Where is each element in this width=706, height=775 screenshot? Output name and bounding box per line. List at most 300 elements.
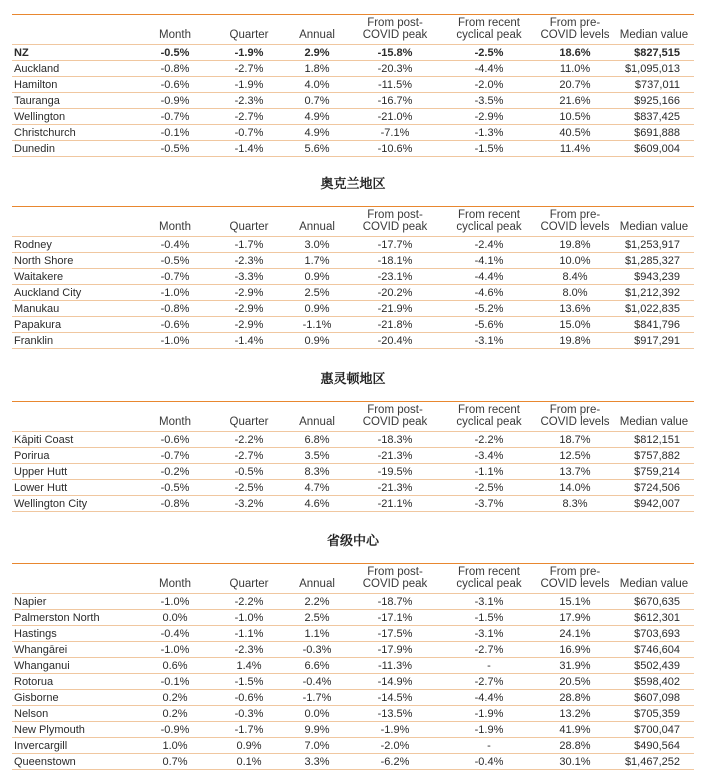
section-title-provincial: 省级中心	[326, 534, 379, 549]
table-row	[12, 109, 694, 125]
change-cell: -2.2%	[442, 432, 536, 448]
change-cell: -1.4%	[212, 141, 286, 157]
row-label: Christchurch	[12, 125, 138, 141]
change-cell: -1.7%	[212, 722, 286, 738]
table-row	[12, 333, 694, 349]
table-row	[12, 237, 694, 253]
change-cell: 10.5%	[536, 109, 614, 125]
change-cell: -1.9%	[212, 77, 286, 93]
table-row	[12, 658, 694, 674]
column-header	[12, 402, 138, 432]
change-cell: -1.9%	[442, 706, 536, 722]
change-cell: -17.7%	[348, 237, 442, 253]
change-cell: 9.9%	[286, 722, 348, 738]
change-cell: 8.3%	[536, 496, 614, 512]
change-cell: 1.4%	[212, 658, 286, 674]
change-cell: -2.7%	[212, 109, 286, 125]
change-cell: 17.9%	[536, 610, 614, 626]
change-cell: -1.0%	[212, 610, 286, 626]
change-cell: 1.1%	[286, 626, 348, 642]
change-cell: -2.7%	[442, 642, 536, 658]
change-cell: 19.8%	[536, 333, 614, 349]
column-header: Quarter	[229, 29, 269, 41]
data-table	[12, 206, 694, 349]
change-cell: -17.9%	[348, 642, 442, 658]
table-row	[12, 738, 694, 754]
median-value-cell: $1,095,013	[614, 61, 694, 77]
change-cell: -0.5%	[138, 253, 212, 269]
change-cell: 3.0%	[286, 237, 348, 253]
row-label: Whanganui	[12, 658, 138, 674]
table-row	[12, 722, 694, 738]
change-cell: -2.0%	[442, 77, 536, 93]
change-cell: 0.6%	[138, 658, 212, 674]
change-cell: -5.2%	[442, 301, 536, 317]
median-value-cell: $490,564	[614, 738, 694, 754]
change-cell: -0.6%	[212, 690, 286, 706]
change-cell: 20.7%	[536, 77, 614, 93]
row-label: Whangārei	[12, 642, 138, 658]
change-cell: 1.8%	[286, 61, 348, 77]
column-header: Annual	[299, 29, 335, 41]
change-cell: -2.9%	[442, 109, 536, 125]
change-cell: 1.7%	[286, 253, 348, 269]
change-cell: -21.0%	[348, 109, 442, 125]
row-label: Palmerston North	[12, 610, 138, 626]
change-cell: 0.9%	[286, 333, 348, 349]
data-table	[12, 401, 694, 512]
median-value-cell: $737,011	[614, 77, 694, 93]
change-cell: -2.7%	[442, 674, 536, 690]
change-cell: -0.6%	[138, 432, 212, 448]
change-cell: -11.5%	[348, 77, 442, 93]
section-title-wellington: 惠灵顿地区	[320, 372, 386, 387]
change-cell: 13.7%	[536, 464, 614, 480]
change-cell: -18.3%	[348, 432, 442, 448]
change-cell: -2.2%	[212, 432, 286, 448]
row-label: Auckland City	[12, 285, 138, 301]
column-header	[12, 207, 138, 237]
change-cell: -0.5%	[138, 45, 212, 61]
row-label: Waitakere	[12, 269, 138, 285]
change-cell: -4.1%	[442, 253, 536, 269]
change-cell: 11.0%	[536, 61, 614, 77]
row-label: Rotorua	[12, 674, 138, 690]
header-row	[12, 15, 694, 45]
change-cell: -0.7%	[138, 448, 212, 464]
change-cell: 4.7%	[286, 480, 348, 496]
change-cell: 28.8%	[536, 690, 614, 706]
change-cell: 2.9%	[286, 45, 348, 61]
column-header: Month	[159, 221, 191, 233]
row-label: Upper Hutt	[12, 464, 138, 480]
table-row	[12, 754, 694, 770]
change-cell: 20.5%	[536, 674, 614, 690]
change-cell: 4.9%	[286, 109, 348, 125]
change-cell: -2.3%	[212, 93, 286, 109]
change-cell: -0.4%	[286, 674, 348, 690]
table-row	[12, 61, 694, 77]
change-cell: 0.1%	[212, 754, 286, 770]
change-cell: -	[442, 658, 536, 674]
change-cell: -4.4%	[442, 61, 536, 77]
table-row	[12, 141, 694, 157]
column-header: Quarter	[229, 578, 269, 590]
change-cell: -	[442, 738, 536, 754]
change-cell: -0.4%	[138, 237, 212, 253]
column-header: From post- COVID peak	[362, 566, 428, 590]
change-cell: 2.2%	[286, 594, 348, 610]
change-cell: -1.0%	[138, 285, 212, 301]
change-cell: 0.7%	[138, 754, 212, 770]
change-cell: 11.4%	[536, 141, 614, 157]
column-header: Annual	[299, 221, 335, 233]
change-cell: -1.1%	[212, 626, 286, 642]
row-label: Porirua	[12, 448, 138, 464]
row-label: Wellington	[12, 109, 138, 125]
change-cell: -1.5%	[442, 610, 536, 626]
change-cell: -19.5%	[348, 464, 442, 480]
median-value-cell: $502,439	[614, 658, 694, 674]
change-cell: -1.3%	[442, 125, 536, 141]
change-cell: 15.1%	[536, 594, 614, 610]
column-header: Annual	[299, 416, 335, 428]
change-cell: 16.9%	[536, 642, 614, 658]
column-header: Median value	[619, 578, 689, 590]
change-cell: 0.9%	[286, 269, 348, 285]
median-value-cell: $700,047	[614, 722, 694, 738]
table-row	[12, 674, 694, 690]
column-header: From recent cyclical peak	[456, 404, 522, 428]
change-cell: -2.5%	[212, 480, 286, 496]
change-cell: -2.5%	[442, 480, 536, 496]
column-header: From recent cyclical peak	[456, 17, 522, 41]
change-cell: 4.6%	[286, 496, 348, 512]
row-label: Auckland	[12, 61, 138, 77]
row-label: Lower Hutt	[12, 480, 138, 496]
median-value-cell: $746,604	[614, 642, 694, 658]
column-header: From pre- COVID levels	[540, 17, 610, 41]
column-header: Median value	[619, 29, 689, 41]
median-value-cell: $1,212,392	[614, 285, 694, 301]
column-header: Quarter	[229, 221, 269, 233]
table-row	[12, 125, 694, 141]
change-cell: 31.9%	[536, 658, 614, 674]
median-value-cell: $703,693	[614, 626, 694, 642]
row-label: Rodney	[12, 237, 138, 253]
change-cell: 6.6%	[286, 658, 348, 674]
change-cell: -20.4%	[348, 333, 442, 349]
column-header: Annual	[299, 578, 335, 590]
change-cell: -0.3%	[212, 706, 286, 722]
change-cell: -0.5%	[138, 480, 212, 496]
table-auckland	[12, 206, 694, 349]
column-header: From pre- COVID levels	[540, 404, 610, 428]
change-cell: -1.1%	[286, 317, 348, 333]
change-cell: -11.3%	[348, 658, 442, 674]
change-cell: 13.2%	[536, 706, 614, 722]
change-cell: 6.8%	[286, 432, 348, 448]
row-label: North Shore	[12, 253, 138, 269]
median-value-cell: $1,022,835	[614, 301, 694, 317]
table-row	[12, 706, 694, 722]
median-value-cell: $917,291	[614, 333, 694, 349]
column-header: From pre- COVID levels	[540, 566, 610, 590]
median-value-cell: $609,004	[614, 141, 694, 157]
table-row	[12, 642, 694, 658]
row-label: Wellington City	[12, 496, 138, 512]
table-row	[12, 690, 694, 706]
table-row	[12, 93, 694, 109]
change-cell: -6.2%	[348, 754, 442, 770]
row-label: Tauranga	[12, 93, 138, 109]
change-cell: -14.5%	[348, 690, 442, 706]
change-cell: -1.0%	[138, 333, 212, 349]
change-cell: 40.5%	[536, 125, 614, 141]
table-row	[12, 317, 694, 333]
change-cell: 18.6%	[536, 45, 614, 61]
table-row	[12, 285, 694, 301]
change-cell: -20.2%	[348, 285, 442, 301]
change-cell: -3.1%	[442, 594, 536, 610]
median-value-cell: $607,098	[614, 690, 694, 706]
row-label: Invercargill	[12, 738, 138, 754]
change-cell: 30.1%	[536, 754, 614, 770]
change-cell: -4.4%	[442, 690, 536, 706]
change-cell: -2.3%	[212, 642, 286, 658]
change-cell: 15.0%	[536, 317, 614, 333]
change-cell: -16.7%	[348, 93, 442, 109]
change-cell: -7.1%	[348, 125, 442, 141]
change-cell: -10.6%	[348, 141, 442, 157]
median-value-cell: $943,239	[614, 269, 694, 285]
change-cell: -0.5%	[138, 141, 212, 157]
section-title-auckland: 奥克兰地区	[320, 177, 386, 192]
header-row	[12, 207, 694, 237]
column-header	[12, 15, 138, 45]
change-cell: -2.3%	[212, 253, 286, 269]
change-cell: -0.4%	[442, 754, 536, 770]
change-cell: 0.0%	[138, 610, 212, 626]
median-value-cell: $691,888	[614, 125, 694, 141]
median-value-cell: $612,301	[614, 610, 694, 626]
column-header: Month	[159, 416, 191, 428]
table-row	[12, 269, 694, 285]
row-label: Nelson	[12, 706, 138, 722]
change-cell: -3.4%	[442, 448, 536, 464]
table-row	[12, 77, 694, 93]
row-label: Hamilton	[12, 77, 138, 93]
change-cell: 28.8%	[536, 738, 614, 754]
change-cell: -1.5%	[442, 141, 536, 157]
change-cell: 5.6%	[286, 141, 348, 157]
change-cell: -0.4%	[138, 626, 212, 642]
median-value-cell: $757,882	[614, 448, 694, 464]
change-cell: -2.2%	[212, 594, 286, 610]
row-label: Gisborne	[12, 690, 138, 706]
change-cell: -15.8%	[348, 45, 442, 61]
change-cell: -0.7%	[212, 125, 286, 141]
change-cell: -17.1%	[348, 610, 442, 626]
change-cell: -0.9%	[138, 722, 212, 738]
change-cell: -2.9%	[212, 317, 286, 333]
median-value-cell: $942,007	[614, 496, 694, 512]
change-cell: -2.4%	[442, 237, 536, 253]
median-value-cell: $724,506	[614, 480, 694, 496]
change-cell: -3.2%	[212, 496, 286, 512]
change-cell: -2.9%	[212, 285, 286, 301]
change-cell: -0.6%	[138, 317, 212, 333]
change-cell: -0.8%	[138, 61, 212, 77]
change-cell: -18.1%	[348, 253, 442, 269]
table-row	[12, 610, 694, 626]
change-cell: -21.3%	[348, 480, 442, 496]
change-cell: -0.3%	[286, 642, 348, 658]
change-cell: -2.0%	[348, 738, 442, 754]
table-row	[12, 480, 694, 496]
change-cell: -5.6%	[442, 317, 536, 333]
row-label: Papakura	[12, 317, 138, 333]
column-header: Month	[159, 578, 191, 590]
median-value-cell: $1,285,327	[614, 253, 694, 269]
change-cell: 18.7%	[536, 432, 614, 448]
header-row	[12, 564, 694, 594]
change-cell: 24.1%	[536, 626, 614, 642]
change-cell: -2.7%	[212, 61, 286, 77]
table-row	[12, 45, 694, 61]
change-cell: 0.2%	[138, 706, 212, 722]
row-label: Dunedin	[12, 141, 138, 157]
change-cell: -3.5%	[442, 93, 536, 109]
table-row	[12, 464, 694, 480]
change-cell: -23.1%	[348, 269, 442, 285]
change-cell: -21.3%	[348, 448, 442, 464]
change-cell: 7.0%	[286, 738, 348, 754]
change-cell: -0.6%	[138, 77, 212, 93]
change-cell: -2.7%	[212, 448, 286, 464]
change-cell: 0.2%	[138, 690, 212, 706]
change-cell: 0.9%	[286, 301, 348, 317]
change-cell: 19.8%	[536, 237, 614, 253]
change-cell: -1.5%	[212, 674, 286, 690]
change-cell: 8.4%	[536, 269, 614, 285]
change-cell: -0.7%	[138, 269, 212, 285]
change-cell: -1.7%	[212, 237, 286, 253]
change-cell: -0.1%	[138, 125, 212, 141]
change-cell: -1.7%	[286, 690, 348, 706]
change-cell: -21.1%	[348, 496, 442, 512]
change-cell: -1.9%	[442, 722, 536, 738]
row-label: Kāpiti Coast	[12, 432, 138, 448]
change-cell: -4.4%	[442, 269, 536, 285]
change-cell: -2.5%	[442, 45, 536, 61]
median-value-cell: $841,796	[614, 317, 694, 333]
column-header: From post- COVID peak	[362, 404, 428, 428]
change-cell: 10.0%	[536, 253, 614, 269]
change-cell: 3.3%	[286, 754, 348, 770]
change-cell: -0.2%	[138, 464, 212, 480]
change-cell: -13.5%	[348, 706, 442, 722]
change-cell: -17.5%	[348, 626, 442, 642]
column-header: Quarter	[229, 416, 269, 428]
change-cell: -1.0%	[138, 642, 212, 658]
change-cell: -0.1%	[138, 674, 212, 690]
change-cell: 12.5%	[536, 448, 614, 464]
change-cell: 2.5%	[286, 285, 348, 301]
change-cell: 8.3%	[286, 464, 348, 480]
table-row	[12, 496, 694, 512]
column-header	[12, 564, 138, 594]
median-value-cell: $759,214	[614, 464, 694, 480]
change-cell: -3.1%	[442, 626, 536, 642]
median-value-cell: $837,425	[614, 109, 694, 125]
change-cell: 0.9%	[212, 738, 286, 754]
median-value-cell: $598,402	[614, 674, 694, 690]
table-provincial	[12, 563, 694, 770]
median-value-cell: $705,359	[614, 706, 694, 722]
column-header: From recent cyclical peak	[456, 209, 522, 233]
change-cell: -0.9%	[138, 93, 212, 109]
change-cell: -1.1%	[442, 464, 536, 480]
table-row	[12, 301, 694, 317]
change-cell: 14.0%	[536, 480, 614, 496]
change-cell: 3.5%	[286, 448, 348, 464]
change-cell: 21.6%	[536, 93, 614, 109]
change-cell: -3.1%	[442, 333, 536, 349]
table-row	[12, 594, 694, 610]
column-header: From post- COVID peak	[362, 209, 428, 233]
column-header: Month	[159, 29, 191, 41]
table-row	[12, 448, 694, 464]
column-header: From pre- COVID levels	[540, 209, 610, 233]
row-label: Manukau	[12, 301, 138, 317]
change-cell: -2.9%	[212, 301, 286, 317]
change-cell: -3.3%	[212, 269, 286, 285]
row-label: New Plymouth	[12, 722, 138, 738]
change-cell: 4.9%	[286, 125, 348, 141]
change-cell: 0.0%	[286, 706, 348, 722]
change-cell: -1.0%	[138, 594, 212, 610]
table-wellington	[12, 401, 694, 512]
change-cell: -1.4%	[212, 333, 286, 349]
change-cell: -3.7%	[442, 496, 536, 512]
change-cell: -1.9%	[348, 722, 442, 738]
change-cell: -14.9%	[348, 674, 442, 690]
change-cell: -0.7%	[138, 109, 212, 125]
change-cell: 1.0%	[138, 738, 212, 754]
change-cell: -4.6%	[442, 285, 536, 301]
change-cell: -0.8%	[138, 301, 212, 317]
change-cell: -1.9%	[212, 45, 286, 61]
column-header: Median value	[619, 221, 689, 233]
header-row	[12, 402, 694, 432]
change-cell: 0.7%	[286, 93, 348, 109]
change-cell: 13.6%	[536, 301, 614, 317]
change-cell: -20.3%	[348, 61, 442, 77]
column-header: Median value	[619, 416, 689, 428]
change-cell: -0.5%	[212, 464, 286, 480]
table-row	[12, 626, 694, 642]
data-table	[12, 14, 694, 157]
change-cell: 4.0%	[286, 77, 348, 93]
row-label: Queenstown	[12, 754, 138, 770]
change-cell: -21.8%	[348, 317, 442, 333]
column-header: From post- COVID peak	[362, 17, 428, 41]
change-cell: 41.9%	[536, 722, 614, 738]
change-cell: 8.0%	[536, 285, 614, 301]
change-cell: 2.5%	[286, 610, 348, 626]
row-label: Hastings	[12, 626, 138, 642]
